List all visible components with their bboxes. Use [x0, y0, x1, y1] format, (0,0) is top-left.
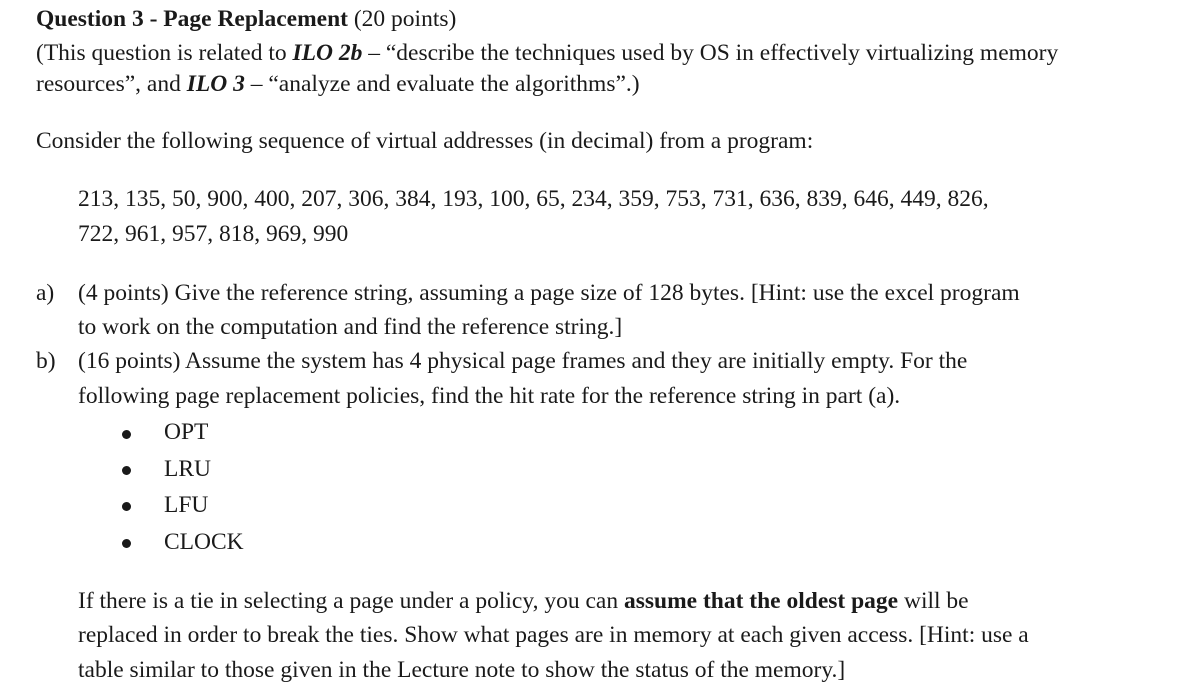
tie-line1-suffix: will be — [898, 588, 969, 614]
policy-lfu: LFU — [164, 492, 209, 518]
bullet-icon — [122, 430, 131, 439]
bullet-icon — [122, 466, 131, 475]
part-b-marker: b) — [36, 348, 56, 374]
policy-clock: CLOCK — [164, 529, 244, 555]
question-title-bold: Question 3 - Page Replacement — [36, 6, 348, 32]
part-a-line-2: to work on the computation and find the reference string.] — [78, 314, 623, 340]
part-a-line-1: (4 points) Give the reference string, assuming a page size of 128 bytes. [Hint: use the excel program — [78, 280, 1020, 306]
part-b-line-2: following page replacement policies, find the hit rate for the reference string in part (a). — [78, 383, 901, 409]
ilo-3-label: ILO 3 — [186, 71, 245, 97]
ilo-line1-prefix: (This question is related to — [36, 40, 293, 66]
part-b-line-1: (16 points) Assume the system has 4 physical page frames and they are initially empty. For the — [78, 348, 968, 374]
policy-opt: OPT — [164, 419, 209, 445]
part-a-marker: a) — [36, 280, 55, 306]
ilo-note-line-2 — [36, 69, 640, 99]
ilo-line2-prefix: resources”, and — [36, 71, 187, 97]
tie-note-line-3: table similar to those given in the Lecture note to show the status of the memory.] — [78, 657, 846, 683]
tie-line1-bold: assume that the oldest page — [623, 588, 899, 614]
address-sequence-line-2: 722, 961, 957, 818, 969, 990 — [78, 221, 349, 247]
address-sequence-line-1: 213, 135, 50, 900, 400, 207, 306, 384, 193, 100, 65, 234, 359, 753, 731, 636, 839, 646, 449, 826, — [78, 186, 989, 212]
question-points: (20 points) — [347, 6, 457, 32]
ilo-note-line-1 — [36, 38, 1058, 68]
tie-line1-prefix: If there is a tie in selecting a page under a policy, you can — [78, 588, 624, 614]
ilo-2b-label: ILO 2b — [292, 40, 363, 66]
consider-statement: Consider the following sequence of virtual addresses (in decimal) from a program: — [36, 128, 814, 154]
bullet-icon — [122, 502, 131, 511]
tie-note-line-2: replaced in order to break the ties. Show what pages are in memory at each given access. [Hint: use a — [78, 622, 1029, 648]
tie-note-line-1 — [78, 586, 969, 616]
ilo-line2-suffix: – “analyze and evaluate the algorithms”.) — [244, 71, 640, 97]
policy-lru: LRU — [164, 456, 211, 482]
ilo-line1-suffix: – “describe the techniques used by OS in effectively virtualizing memory — [362, 40, 1059, 66]
bullet-icon — [122, 539, 131, 548]
question-title — [36, 4, 456, 34]
